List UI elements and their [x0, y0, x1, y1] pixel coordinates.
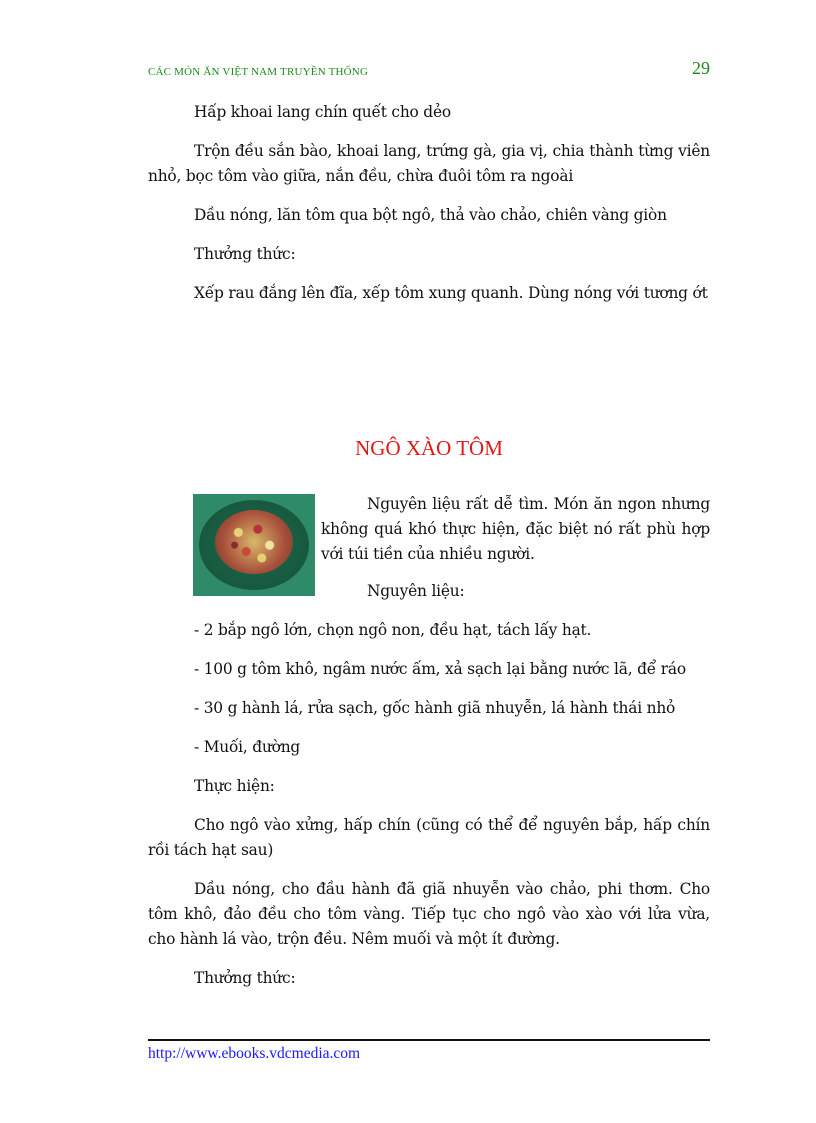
page-header: [148, 58, 710, 86]
ingredient-item: - 100 g tôm khô, ngâm nước ấm, xả sạch lại bằng nước lã, để ráo: [194, 660, 686, 678]
serving-label: Thưởng thức:: [194, 969, 296, 987]
paragraph: Xếp rau đắng lên đĩa, xếp tôm xung quanh. Dùng nóng với tương ớt: [194, 284, 708, 302]
corn-shrimp-shape: [215, 510, 293, 574]
paragraph: Hấp khoai lang chín quết cho dẻo: [194, 103, 451, 121]
ingredient-item: - 2 bắp ngô lớn, chọn ngô non, đều hạt, tách lấy hạt.: [194, 621, 592, 639]
paragraph: Dầu nóng, lăn tôm qua bột ngô, thả vào chảo, chiên vàng giòn: [194, 206, 667, 224]
intro-paragraph: Nguyên liệu rất dễ tìm. Món ăn ngon nhưng không quá khó thực hiện, đặc biệt nó rất phù hợp với túi tiền của nhiều người.: [321, 495, 710, 563]
ingredient-item: - 30 g hành lá, rửa sạch, gốc hành giã nhuyễn, lá hành thái nhỏ: [194, 699, 676, 717]
step-label: Thực hiện:: [194, 777, 275, 795]
recipe-intro: [193, 492, 710, 604]
ingredient-item: - Muối, đường: [194, 738, 301, 756]
recipe-body: [148, 618, 710, 1005]
recipe-title: NGÔ XÀO TÔM: [355, 436, 503, 460]
book-title: CÁC MÓN ĂN VIỆT NAM TRUYỀN THỐNG: [148, 66, 369, 78]
step-paragraph: Cho ngô vào xửng, hấp chín (cũng có thể để nguyên bắp, hấp chín rồi tách hạt sau): [148, 816, 710, 859]
paragraph: Trộn đều sắn bào, khoai lang, trứng gà, gia vị, chia thành từng viên nhỏ, bọc tôm vào giữa, nắn đều, chừa đuôi tôm ra ngoài: [148, 142, 710, 185]
page-number: 29: [692, 58, 710, 78]
step-paragraph: Dầu nóng, cho đầu hành đã giã nhuyễn vào chảo, phi thơm. Cho tôm khô, đảo đều cho tôm vàng. Tiếp tục cho ngô vào xào với lửa vừa, cho hành lá vào, trộn đều. Nêm muối và một ít đường.: [148, 880, 710, 948]
dish-photo: [193, 494, 315, 596]
ingredients-label: Nguyên liệu:: [367, 582, 465, 600]
paragraph: Thưởng thức:: [194, 245, 296, 263]
footer-divider: [148, 1039, 710, 1041]
recipe-continuation: [148, 100, 710, 320]
footer-link[interactable]: http://www.ebooks.vdcmedia.com: [148, 1045, 361, 1062]
